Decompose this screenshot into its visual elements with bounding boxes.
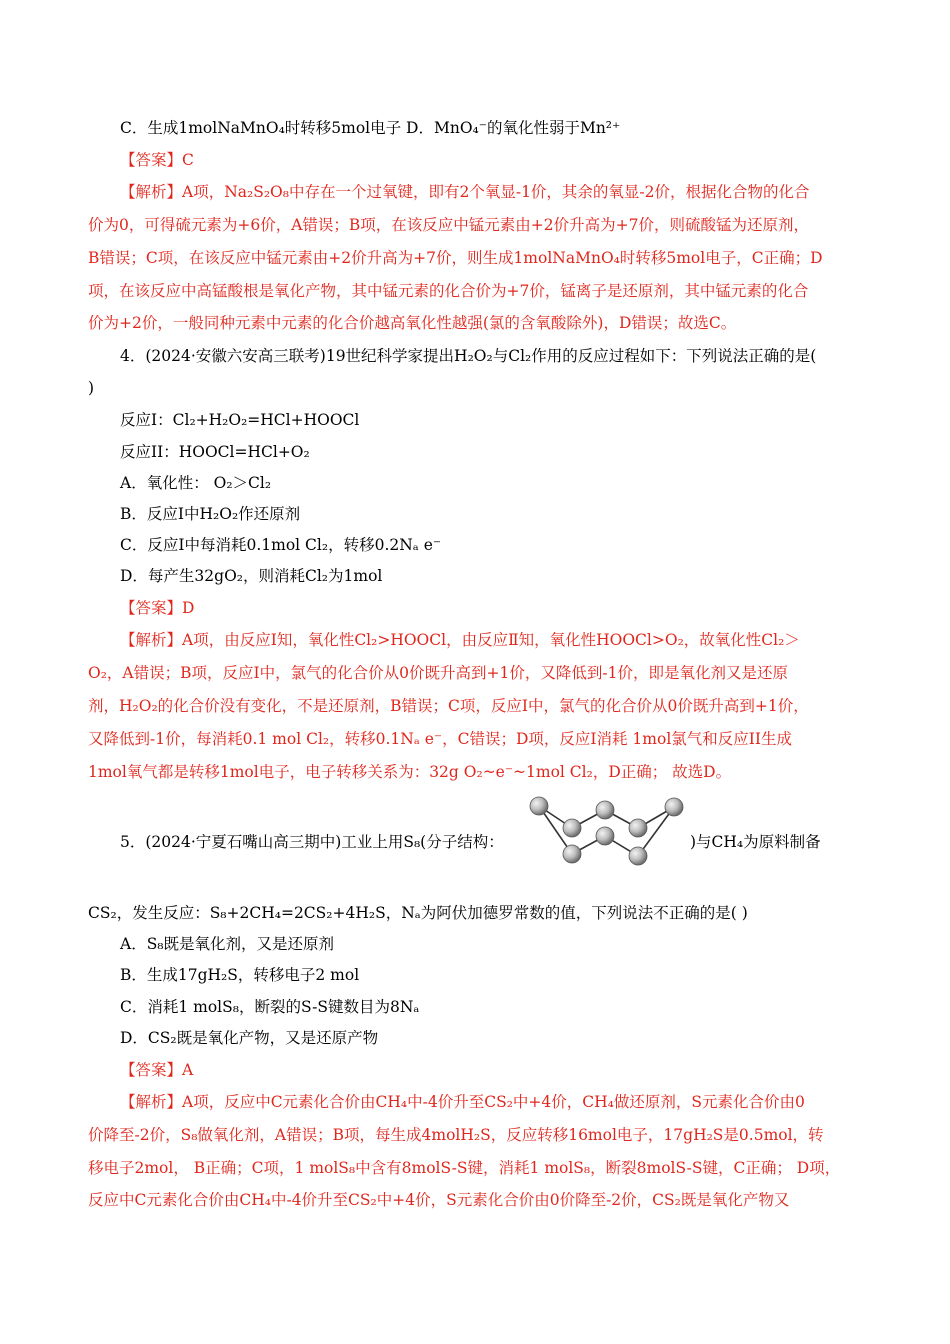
s8-molecule-icon [525,792,690,870]
q4-explanation-line: 1mol氧气都是转移1mol电子，电子转移关系为：32g O₂~e⁻~1mol Cl₂，D正确； 故选D。 [88,763,732,781]
q5-stem-start: 5．(2024·宁夏石嘴山高三期中)工业上用S₈(分子结构： [120,833,504,851]
q3-explanation-line: 价为+2价，一般同种元素中元素的化合价越高氧化性越强(氯的含氧酸除外)，D错误；故选C。 [88,314,737,332]
q5-explanation-line: 移电子2mol， B正确；C项，1 molS₈中含有8molS-S键，消耗1 molS₈，断裂8molS-S键，C正确； D项， [88,1159,841,1177]
q4-stem-end: ) [88,379,95,397]
q4-stem: 4．(2024·安徽六安高三联考)19世纪科学家提出H₂O₂与Cl₂作用的反应过程如下：下列说法正确的是( [120,347,817,365]
q4-explanation-line: 剂，H₂O₂的化合价没有变化，不是还原剂，B错误；C项，反应Ⅰ中，氯气的化合价从0价既升高到+1价， [88,697,809,715]
q3-explanation-line: 价为0，可得硫元素为+6价，A错误；B项，在该反应中锰元素由+2价升高为+7价，则硫酸锰为还原剂， [88,216,809,234]
q4-explanation-line: 【解析】A项，由反应Ⅰ知，氧化性Cl₂>HOOCl，由反应Ⅱ知，氧化性HOOCl>O₂，故氧化性Cl₂＞ [120,631,800,649]
q5-explanation-line: 反应中C元素化合价由CH₄中-4价升至CS₂中+4价，S元素化合价由0价降至-2价，CS₂既是氧化产物又 [88,1191,790,1209]
q4-answer: 【答案】D [120,599,195,617]
q4-option-c: C．反应I中每消耗0.1mol Cl₂，转移0.2Nₐ e⁻ [120,536,442,554]
q3-explanation-line: 【解析】A项，Na₂S₂O₈中存在一个过氧键，即有2个氧显-1价，其余的氧显-2价，根据化合物的化合 [120,183,810,201]
q5-option-c: C．消耗1 molS₈，断裂的S-S键数目为8Nₐ [120,998,420,1016]
q4-reaction-1: 反应I：Cl₂+H₂O₂=HCl+HOOCl [120,411,360,429]
q4-explanation-line: 又降低到-1价，每消耗0.1 mol Cl₂，转移0.1Nₐ e⁻，C错误；D项，反应I消耗 1mol氯气和反应II生成 [88,730,793,748]
q4-explanation-line: O₂，A错误；B项，反应Ⅰ中，氯气的化合价从0价既升高到+1价，又降低到-1价，即是氧化剂又是还原 [88,664,788,682]
q4-option-b: B．反应I中H₂O₂作还原剂 [120,505,301,523]
q3-explanation-line: 项，在该反应中高锰酸根是氧化产物，其中锰元素的化合价为+7价，锰离子是还原剂，其中锰元素的化合 [88,282,809,300]
q5-option-b: B．生成17gH₂S，转移电子2 mol [120,966,360,984]
q5-answer: 【答案】A [120,1061,194,1079]
q4-option-d: D．每产生32gO₂，则消耗Cl₂为1mol [120,567,383,585]
q5-explanation-line: 【解析】A项，反应中C元素化合价由CH₄中-4价升至CS₂中+4价，CH₄做还原剂，S元素化合价由0 [120,1093,805,1111]
q5-option-a: A．S₈既是氧化剂，又是还原剂 [120,935,335,953]
q3-answer: 【答案】C [120,151,194,169]
q3-explanation-line: B错误；C项，在该反应中锰元素由+2价升高为+7价，则生成1molNaMnO₄时转移5mol电子，C正确；D [88,249,823,267]
q5-option-d: D．CS₂既是氧化产物，又是还原产物 [120,1029,379,1047]
q3-options-cd: C．生成1molNaMnO₄时转移5mol电子 D．MnO₄⁻的氧化性弱于Mn²⁺ [120,119,621,137]
q5-explanation-line: 价降至-2价，S₈做氧化剂，A错误；B项，每生成4molH₂S，反应转移16mol电子，17gH₂S是0.5mol，转 [88,1126,824,1144]
q4-option-a: A．氧化性： O₂＞Cl₂ [120,474,272,492]
q5-stem-continued: CS₂，发生反应：S₈+2CH₄=2CS₂+4H₂S，Nₐ为阿伏加德罗常数的值，下列说法不正确的是( ) [88,904,748,922]
q5-stem-after-figure: )与CH₄为原料制备 [690,833,821,851]
q4-reaction-2: 反应II：HOOCl=HCl+O₂ [120,443,310,461]
